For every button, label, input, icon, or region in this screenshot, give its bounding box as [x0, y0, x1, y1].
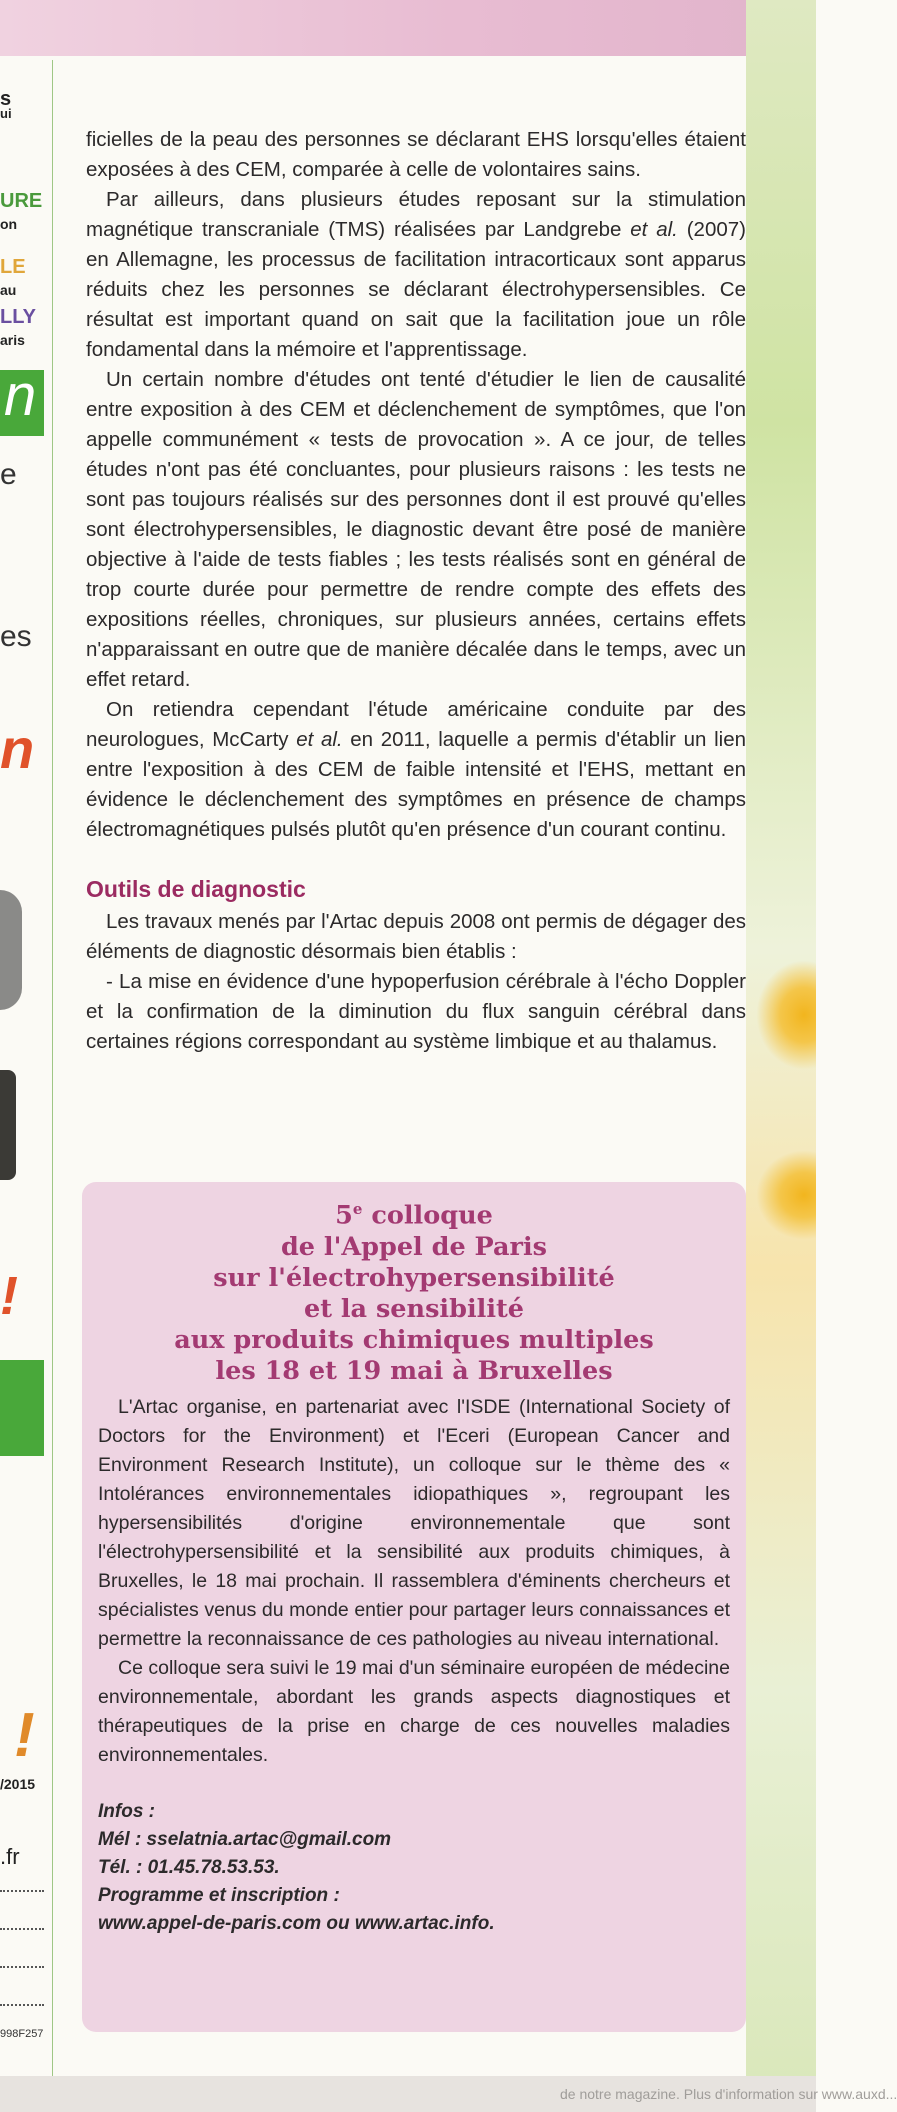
left-fragment: n — [0, 717, 35, 780]
phone-line: Tél. : 01.45.78.53.53. — [98, 1856, 280, 1878]
program-label: Programme et inscription : — [98, 1884, 340, 1906]
left-fragment: LLY — [0, 306, 36, 328]
left-fragment: n — [4, 363, 37, 428]
box-title-line: 5e colloque — [335, 1200, 493, 1231]
column-divider — [52, 60, 53, 2080]
left-fragment: au — [0, 282, 17, 298]
flower-image — [756, 1150, 816, 1240]
article-paragraph: Un certain nombre d'études ont tenté d'étudier le lien de causalité entre exposition à des CEM et déclenchement de symptômes, que l'on appelle communément « tests de provocation ». A ce jour, de telles études n'ont pas été concluantes, pour plusieurs raisons : les tests ne sont pas toujours réalisés sur des personnes dont il est prouvé qu'elles sont électrohypersensibles, le diagnostic devant être posé de manière objective à l'aide de tests fiables ; les tests réalisés sont en général de trop courte durée pour permettre de rendre compte des effets des expositions réelles, chroniques, sur plusieurs années, certains effets n'apparaissant en outre que de manière décalée dans le temps, avec un effet retard. — [86, 368, 746, 691]
left-clipped-column — [0, 60, 52, 2110]
box-title-line: sur l'électrohypersensibilité — [213, 1262, 615, 1293]
box-body — [82, 1393, 746, 1938]
box-paragraph: Ce colloque sera suivi le 19 mai d'un séminaire européen de médecine environnementale, abordant les grands aspects diagnostiques et thérapeutiques de la prise en charge de ces nouvelles maladies environnementales. — [98, 1656, 730, 1766]
box-title-line: de l'Appel de Paris — [280, 1231, 548, 1262]
box-title-line: les 18 et 19 mai à Bruxelles — [215, 1355, 613, 1386]
email-line: Mél : sselatnia.artac@gmail.com — [98, 1828, 392, 1850]
box-title — [82, 1194, 746, 1387]
left-fragment: es — [0, 620, 32, 653]
left-fragment: .fr — [0, 1844, 20, 1869]
product-image — [0, 890, 22, 1010]
left-fragment: aris — [0, 332, 25, 348]
left-fragment: /2015 — [0, 1776, 36, 1792]
infos-label: Infos : — [98, 1800, 155, 1822]
article-paragraph: Par ailleurs, dans plusieurs études reposant sur la stimulation magnétique transcraniale (TMS) réalisées par Landgrebe et al. (2007) en Allemagne, les processus de facilitation intracorticaux sont apparus réduits chez les personnes se déclarant électrohypersensibles. Ce résultat est important quand on sait que la facilitation joue un rôle fondamental dans la mémoire et l'apprentissage. — [86, 188, 746, 361]
product-image — [0, 1070, 16, 1180]
left-fragment: ! — [0, 1266, 18, 1326]
colloquium-box — [82, 1182, 746, 2032]
top-color-strip — [0, 0, 760, 56]
left-fragment: s — [0, 88, 12, 110]
left-fragment: ui — [0, 106, 12, 121]
website-links: www.appel-de-paris.com ou www.artac.info. — [98, 1912, 495, 1934]
article-paragraph: ficielles de la peau des personnes se déclarant EHS lorsqu'elles étaient exposées à des CEM, comparée à celle de volontaires sains. — [86, 128, 746, 181]
flower-image — [756, 960, 816, 1070]
left-fragment: e — [0, 458, 17, 491]
box-title-line: aux produits chimiques multiples — [174, 1324, 654, 1355]
box-paragraph: L'Artac organise, en partenariat avec l'ISDE (International Society of Doctors for the Environment) et l'Eceri (European Cancer and Environment Research Institute), un colloque sur le thème des « Intolérances environnementales idiopathiques », regroupant les hypersensibilités d'origine environnementale que sont l'électrohypersensibilité et la sensibilité aux produits chimiques, à Bruxelles, le 18 mai prochain. Il rassemblera d'éminents chercheurs et spécialistes venus du monde entier pour partager leurs connaissances et permettre la reconnaissance de ces pathologies au niveau international. — [98, 1395, 730, 1650]
section-heading: Outils de diagnostic — [86, 876, 306, 902]
dotted-line — [0, 1966, 44, 1968]
article-column — [86, 125, 746, 1057]
article-paragraph: On retiendra cependant l'étude américaine conduite par des neurologues, McCarty et al. en 2011, laquelle a permis d'établir un lien entre l'exposition à des CEM de faible intensité et l'EHS, mettant en évidence le déclenchement des symptômes en présence de champs électromagnétiques pulsés plutôt qu'en présence d'un courant continu. — [86, 698, 746, 841]
article-paragraph: - La mise en évidence d'une hypoperfusion cérébrale à l'écho Doppler et la confirmation de la diminution du flux sanguin cérébral dans certaines régions correspondant au système limbique et au thalamus. — [86, 970, 746, 1053]
green-banner — [0, 1360, 44, 1456]
box-title-line: et la sensibilité — [303, 1293, 525, 1324]
left-fragment: URE — [0, 190, 43, 212]
contact-infos — [98, 1798, 730, 1938]
dotted-line — [0, 1928, 44, 1930]
dotted-line — [0, 1890, 44, 1892]
left-fragment: LE — [0, 256, 26, 278]
faded-footer-text: de notre magazine. Plus d'information sur www.auxd... — [560, 2086, 897, 2102]
dotted-line — [0, 2004, 44, 2006]
left-fragment: on — [0, 216, 18, 232]
left-fragment: 998F257 — [0, 2028, 44, 2040]
article-paragraph: Les travaux menés par l'Artac depuis 2008 ont permis de dégager des éléments de diagnostic désormais bien établis : — [86, 910, 746, 963]
left-fragment: ! — [14, 1701, 35, 1770]
